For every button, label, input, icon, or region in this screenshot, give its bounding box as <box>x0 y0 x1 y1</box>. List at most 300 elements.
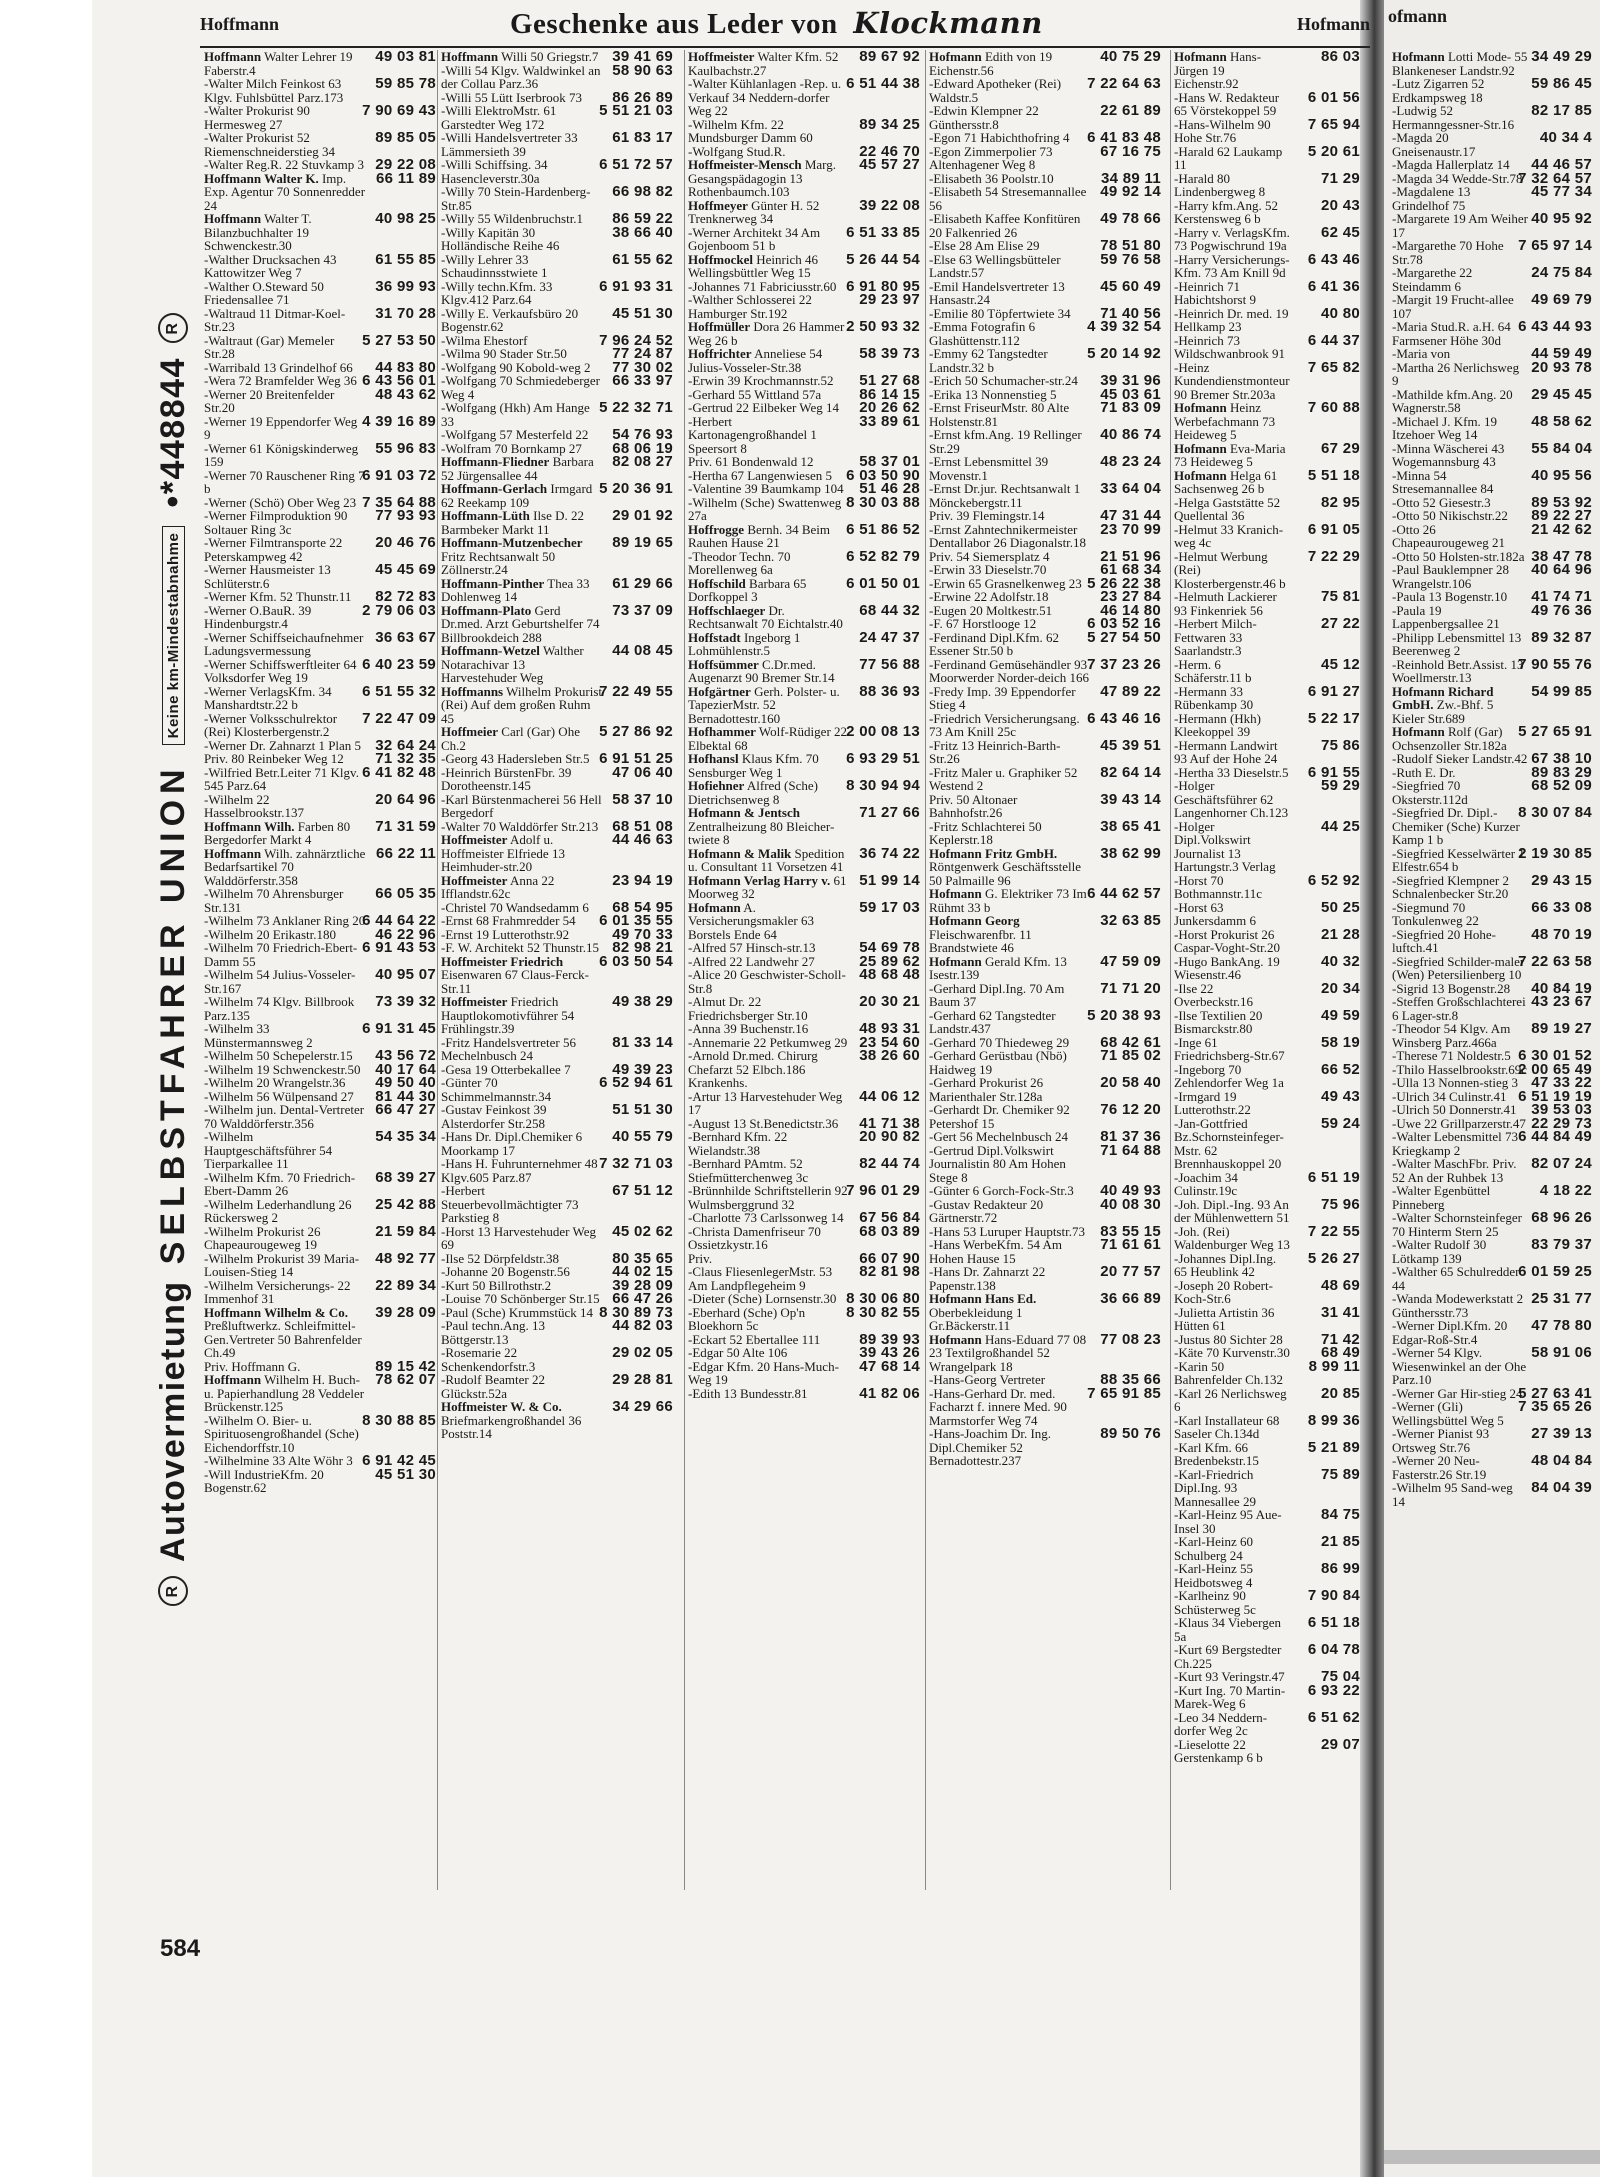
entry-phone-number: 8 30 03 88 <box>846 493 920 511</box>
entry-details: -Harry v. VerlagsKfm. 73 Pogwischrund 19a <box>1174 224 1290 253</box>
entry-details: -Willy E. Verkaufsbüro 20 Bogenstr.62 <box>441 305 579 334</box>
directory-entry <box>929 1076 1161 1103</box>
entry-phone-number: 44 83 80 <box>375 358 436 376</box>
entry-phone-number: 71 61 61 <box>1100 1236 1161 1253</box>
entry-details: -Ulrich 50 Donnerstr.41 <box>1392 1102 1517 1117</box>
entry-details: -Wilhelm Versicherungs- 22 Immenhof 31 <box>204 1277 351 1306</box>
entry-phone-number: 38 65 41 <box>1100 817 1161 835</box>
entry-details: -Ulrich 34 Culinstr.41 <box>1392 1088 1507 1104</box>
directory-entry <box>441 482 673 509</box>
entry-details: -Else 63 Wellingsbütteler Landstr.57 <box>929 251 1061 280</box>
entry-details: Priv. 54 Siemersplatz 4 <box>929 548 1050 564</box>
directory-entry <box>929 790 1161 820</box>
entry-phone-number: 40 17 64 <box>375 1060 436 1078</box>
directory-entry <box>1392 871 1592 901</box>
directory-entry <box>1392 1346 1592 1387</box>
entry-details: -Werner Kfm. 52 Thunstr.11 <box>204 589 352 604</box>
entry-details: -Joachim 34 Culinstr.19c <box>1174 1169 1238 1198</box>
directory-entry <box>1174 1643 1360 1670</box>
entry-phone-number: 82 72 83 <box>375 588 436 605</box>
entry-details: -Gerhard Prokurist 26 Marienthaler Str.128a <box>929 1075 1044 1104</box>
entry-details: -Annemarie 22 Petkumweg 29 <box>688 1034 848 1050</box>
entry-details: -Ruth E. Dr. <box>1392 764 1456 780</box>
directory-entry <box>204 1168 436 1198</box>
directory-entry <box>204 212 436 253</box>
entry-phone-number: 25 89 62 <box>859 952 920 970</box>
entry-details: -Otto 52 Giesestr.3 <box>1392 494 1491 510</box>
directory-entry <box>1392 212 1592 239</box>
directory-entry <box>1174 590 1360 617</box>
entry-details: -Alfred 57 Hinsch-str.13 <box>688 940 816 955</box>
entry-details: -Karl 26 Nerlichsweg 6 <box>1174 1385 1287 1414</box>
entry-phone-number: 89 67 92 <box>859 48 920 65</box>
directory-entry <box>1174 466 1360 496</box>
directory-entry <box>929 1427 1161 1468</box>
directory-entry <box>441 374 673 401</box>
entry-details: -Gerhard 70 Thiedeweg 29 <box>929 1034 1070 1050</box>
entry-details: -Werner (Gli) Wellingsbüttel Weg 5 <box>1392 1399 1504 1428</box>
directory-entry <box>688 115 920 145</box>
entry-details: -Minna 54 Stresemannallee 84 <box>1392 467 1494 496</box>
directory-entry <box>1174 1087 1360 1117</box>
entry-phone-number: 89 53 92 <box>1531 493 1592 511</box>
entry-phone-number: 20 58 40 <box>1100 1074 1161 1091</box>
entry-phone-number: 84 75 <box>1320 1506 1360 1523</box>
directory-entry <box>688 1384 920 1402</box>
entry-phone-number: 49 43 <box>1320 1087 1360 1105</box>
entry-details: Marg. Gesangspädagogin 13 Rothenbaumch.103 <box>688 157 837 199</box>
entry-details: Priv. 39 Flemingstr.14 <box>929 508 1045 523</box>
entry-phone-number: 5 20 36 91 <box>599 480 673 497</box>
entry-phone-number: 20 93 78 <box>1531 358 1592 376</box>
entry-phone-number: 59 17 03 <box>859 898 920 916</box>
entry-phone-number: 7 90 55 76 <box>1518 655 1592 673</box>
entry-details: -Christel 70 Wandsedamm 6 <box>441 899 589 915</box>
sidebar-phone-prefix: •* <box>153 479 192 508</box>
entry-details: -Wilhelm O. Bier- u. Spirituosengroßhandel (Sche) Eichendorffstr.10 <box>204 1412 359 1455</box>
entry-details: -Karl-Friedrich Dipl.Ing. 93 Mannesallee 29 <box>1174 1466 1256 1509</box>
entry-phone-number: 6 44 84 49 <box>1518 1128 1592 1145</box>
entry-details: Spedition u. Consultant 11 Vorsetzen 41 <box>688 845 845 874</box>
entry-details: Walther Notarachivar 13 Harvestehuder Weg <box>441 643 584 685</box>
entry-phone-number: 29 02 05 <box>612 1344 673 1361</box>
entry-details: -Kurt Ing. 70 Martin-Marek-Weg 6 <box>1174 1682 1286 1711</box>
directory-entry <box>929 1238 1161 1265</box>
entry-details: -Holger Geschäftsführer 62 Langenhorner Ch.123 <box>1174 778 1289 820</box>
entry-details: -Walter 70 Walddörfer Str.213 <box>441 818 599 834</box>
directory-entry <box>441 104 673 131</box>
entry-phone-number: 32 64 24 <box>375 736 436 754</box>
entry-details: -Hermann Landwirt 93 Auf der Hohe 24 <box>1174 737 1278 766</box>
entry-details: -Hans-Joachim Dr. Ing. Dipl.Chemiker 52 Bernadottestr.237 <box>929 1426 1052 1468</box>
directory-entry <box>204 536 436 563</box>
directory-entry <box>688 898 920 942</box>
entry-details: -Hertha 67 Langenwiesen 5 <box>688 467 833 483</box>
directory-entry <box>1392 682 1592 726</box>
entry-details: Walter Lehrer 19 Faberstr.4 <box>204 49 353 78</box>
entry-details: -Mathilde kfm.Ang. 20 Wagnerstr.58 <box>1392 386 1513 415</box>
sidebar-advert-text <box>150 80 196 1620</box>
directory-entry <box>1174 358 1360 402</box>
directory-entry <box>688 1357 920 1387</box>
entry-phone-number: 7 65 91 85 <box>1087 1384 1161 1402</box>
entry-details: -Wilhelm 20 Wrangelstr.36 <box>204 1075 346 1090</box>
entry-phone-number: 24 47 37 <box>859 628 920 646</box>
entry-details: -Kurt 93 Veringstr.47 <box>1174 1669 1285 1684</box>
directory-entry <box>688 574 920 604</box>
entry-phone-number: 77 30 02 <box>612 358 673 376</box>
entry-details: -Ingeborg 70 Zehlendorfer Weg 1a <box>1174 1061 1284 1090</box>
entry-phone-number: 89 32 87 <box>1531 628 1592 646</box>
entry-details: 61 Moorweg 32 <box>688 872 847 901</box>
entry-details: Bernh. 34 Beim Rauhen Hause 21 <box>688 521 831 550</box>
entry-phone-number: 47 78 80 <box>1531 1317 1592 1334</box>
entry-phone-number: 68 03 89 <box>859 1222 920 1240</box>
directory-entry <box>441 1222 673 1252</box>
directory-entry <box>204 1222 436 1252</box>
entry-phone-number: 68 06 19 <box>612 439 673 457</box>
entry-phone-number: 6 91 80 95 <box>846 277 920 295</box>
directory-entry <box>1392 779 1592 806</box>
directory-entry <box>1392 520 1592 550</box>
entry-phone-number: 44 82 03 <box>612 1317 673 1334</box>
entry-phone-number: 68 42 61 <box>1100 1033 1161 1051</box>
entry-details: -Ilse 52 Dörpfeldstr.38 <box>441 1250 560 1266</box>
entry-phone-number: 2 50 93 32 <box>846 318 920 335</box>
entry-phone-number: 40 75 29 <box>1100 48 1161 65</box>
directory-entry <box>688 1222 920 1252</box>
entry-details: -Werner Schiffswerftleiter 64 Volksdorfer Weg 19 <box>204 656 357 685</box>
entry-details: -Wilhelmine 33 Alte Wöhr 3 <box>204 1453 353 1468</box>
entry-phone-number: 22 46 70 <box>859 142 920 160</box>
entry-details: -Wolfram 70 Bornkamp 27 <box>441 440 582 456</box>
directory-entry <box>1392 412 1592 442</box>
entry-details: -Karl-Heinz 95 Aue-Insel 30 <box>1174 1507 1282 1536</box>
directory-entry <box>441 158 673 185</box>
entry-phone-number: 49 03 81 <box>375 48 436 65</box>
entry-details: -Alfred 22 Landwehr 27 <box>688 953 815 969</box>
entry-phone-number: 89 85 05 <box>375 129 436 146</box>
directory-entry <box>441 995 673 1036</box>
entry-details: -Wolfgang 90 Kobold-weg 2 <box>441 359 591 375</box>
entry-surname: Hoffmann-Plato <box>441 602 532 618</box>
directory-entry <box>204 709 436 739</box>
directory-entry <box>1392 239 1592 266</box>
directory-entry <box>204 304 436 334</box>
entry-phone-number: 48 04 84 <box>1531 1452 1592 1469</box>
entry-phone-number: 6 43 46 16 <box>1087 709 1161 727</box>
entry-details: -Theodor Techn. 70 Morellenweg 6a <box>688 548 791 577</box>
directory-entry <box>441 509 673 536</box>
entry-phone-number: 7 96 24 52 <box>599 331 673 349</box>
entry-details: -Siegfried Kesselwärter 1 Elfestr.654 b <box>1392 845 1525 874</box>
entry-phone-number: 20 46 76 <box>375 534 436 551</box>
entry-details: -Karl Bürstenmacherei 56 Hell Bergedorf <box>441 791 602 820</box>
entry-phone-number: 51 27 68 <box>859 372 920 389</box>
entry-phone-number: 43 56 72 <box>375 1047 436 1064</box>
entry-details: -Wilhelm (Sche) Swattenweg 27a <box>688 494 842 523</box>
entry-details: Gerh. Polster- u. TapezierMstr. 52 Bernadottestr.160 <box>688 683 840 726</box>
entry-phone-number: 89 50 76 <box>1100 1425 1161 1442</box>
entry-phone-number: 75 81 <box>1320 588 1360 605</box>
entry-details: Oberbekleidung 1 Gr.Bäckerstr.11 <box>929 1304 1023 1333</box>
entry-details: -Bernhard Kfm. 22 Wielandstr.38 <box>688 1129 788 1158</box>
entry-phone-number: 6 51 55 32 <box>362 682 436 700</box>
entry-details: -Helmut Werbung (Rei) Klosterbergenstr.46 b <box>1174 548 1286 591</box>
entry-phone-number: 49 76 36 <box>1531 601 1592 619</box>
entry-details: -Werner 20 Breitenfelder Str.20 <box>204 386 335 415</box>
entry-surname: Hofhammer <box>688 724 756 739</box>
entry-surname: Hoffrichter <box>688 346 752 361</box>
entry-phone-number: 82 44 74 <box>859 1155 920 1172</box>
entry-surname: Hoffstadt <box>688 629 741 645</box>
entry-details: -Wilhelm 73 Anklaner Ring 20 <box>204 913 366 928</box>
entry-surname: Hofmann Hans Ed. <box>929 1291 1037 1306</box>
adjacent-page <box>1384 0 1600 2177</box>
entry-phone-number: 6 03 50 90 <box>846 466 920 484</box>
entry-details: -Eberhard (Sche) Op'n Bloekhorn 5c <box>688 1304 806 1333</box>
directory-entry <box>441 725 673 752</box>
entry-phone-number: 89 34 25 <box>859 115 920 133</box>
entry-details: Walter Kfm. 52 Kaulbachstr.27 <box>688 49 839 78</box>
entry-phone-number: 23 70 99 <box>1100 520 1161 538</box>
directory-entry <box>204 1022 436 1049</box>
entry-details: -Ferdinand Dipl.Kfm. 62 Essener Str.50 b <box>929 629 1059 658</box>
directory-entry <box>441 1400 673 1441</box>
entry-details: -Gustav Redakteur 20 Gärtnerstr.72 <box>929 1196 1044 1225</box>
directory-entry <box>929 401 1161 428</box>
entry-surname: Hofiehner <box>688 778 745 793</box>
sidebar-note: Keine km-Mindestabnahme <box>162 526 185 746</box>
entry-phone-number: 7 32 71 03 <box>599 1155 673 1172</box>
directory-entry <box>204 169 436 213</box>
entry-phone-number: 6 43 46 <box>1307 250 1360 268</box>
entry-phone-number: 36 66 89 <box>1100 1290 1161 1307</box>
entry-details: -Christa Damenfriseur 70 Ossietzkystr.16 <box>688 1223 821 1252</box>
entry-details: -Joseph 20 Robert-Koch-Str.6 <box>1174 1277 1273 1306</box>
entry-phone-number: 89 83 29 <box>1531 763 1592 781</box>
directory-entry <box>929 709 1161 739</box>
directory-entry <box>1392 1400 1592 1427</box>
entry-surname: Hoffmann <box>204 1372 262 1387</box>
entry-phone-number: 82 08 27 <box>612 453 673 470</box>
entry-phone-number: 29 07 <box>1320 1735 1360 1753</box>
entry-phone-number: 41 82 06 <box>859 1384 920 1402</box>
entry-details: -Siegfried Dr. Dipl.-Chemiker (Sche) Kurzer Kamp 1 b <box>1392 805 1520 847</box>
entry-details: -Gerhard 62 Tangstedter Landstr.437 <box>929 1007 1056 1036</box>
entry-phone-number: 61 55 62 <box>612 250 673 268</box>
entry-phone-number: 67 51 12 <box>612 1182 673 1199</box>
entry-surname: Hoffmann-Gerlach <box>441 481 548 496</box>
entry-details: -Gertrud 22 Eilbeker Weg 14 <box>688 400 840 415</box>
entry-details: -Karl-Heinz 55 Heidbotsweg 4 <box>1174 1561 1254 1590</box>
entry-details: -Herm. 6 Schäferstr.11 b <box>1174 656 1252 685</box>
entry-details: -Emma Fotografin 6 Glashüttenstr.112 <box>929 319 1036 348</box>
entry-phone-number: 41 71 38 <box>859 1114 920 1132</box>
entry-details: -Rudolf Beamter 22 Glückstr.52a <box>441 1372 545 1401</box>
entry-details: Lotti Mode- 55 Blankeneser Landstr.92 <box>1392 49 1528 78</box>
entry-details: -Otto 50 Nikischstr.22 <box>1392 508 1508 523</box>
entry-surname: Hofmann <box>929 49 982 64</box>
directory-entry <box>1392 628 1592 658</box>
entry-details: -Hermann (Hkh) Kleekoppel 39 <box>1174 710 1261 739</box>
directory-entry <box>688 347 920 374</box>
entry-details: Wilhelm H. Buch- u. Papierhandlung 28 Veddeler Brückenstr.125 <box>204 1372 365 1414</box>
entry-phone-number: 73 37 09 <box>612 601 673 619</box>
entry-surname: Hofmann <box>1174 400 1227 415</box>
entry-details: -Wilfried Betr.Leiter 71 Klgv. 545 Parz.64 <box>204 764 359 793</box>
entry-details: -Wera 72 Bramfelder Weg 36 <box>204 373 357 388</box>
entry-phone-number: 39 28 09 <box>612 1276 673 1294</box>
directory-entry <box>1174 169 1360 199</box>
entry-details: -Hans-Gerhard Dr. med. Facharzt f. innere Med. 90 Marmstorfer Weg 74 <box>929 1385 1067 1428</box>
directory-entry <box>1174 88 1360 118</box>
directory-entry <box>1174 304 1360 334</box>
entry-details: Heinz Werbefachmann 73 Heideweg 5 <box>1174 400 1276 442</box>
entry-phone-number: 6 51 62 <box>1307 1708 1360 1726</box>
directory-entry <box>929 628 1161 658</box>
directory-entry <box>1174 1357 1360 1387</box>
entry-details: -Bernhard PAmtm. 52 Stiefmütterchenweg 3c <box>688 1156 809 1185</box>
entry-details: -Ernst Dr.jur. Rechtsanwalt 1 Mönckebergstr.11 <box>929 481 1081 510</box>
entry-phone-number: 77 93 93 <box>375 507 436 524</box>
entry-phone-number: 68 51 08 <box>612 817 673 835</box>
entry-phone-number: 4 39 32 54 <box>1087 318 1161 335</box>
entry-details: -Otto 50 Holsten-str.182a <box>1392 548 1525 564</box>
entry-phone-number: 82 07 24 <box>1531 1155 1592 1172</box>
entry-phone-number: 7 22 55 <box>1307 1222 1360 1240</box>
entry-phone-number: 5 51 18 <box>1307 466 1360 484</box>
entry-phone-number: 75 96 <box>1320 1195 1360 1213</box>
entry-details: -Willy 55 Wildenbruchstr.1 <box>441 211 584 226</box>
entry-phone-number: 6 93 22 <box>1307 1681 1360 1699</box>
entry-phone-number: 55 96 83 <box>375 439 436 457</box>
directory-entry <box>204 887 436 914</box>
entry-surname: Hoffrogge <box>688 521 745 537</box>
entry-details: -Fritz Handelsvertreter 56 Mechelnbusch 24 <box>441 1034 577 1063</box>
entry-phone-number: 33 89 61 <box>859 412 920 430</box>
entry-details: -Werner Gar Hir-stieg 24 <box>1392 1385 1523 1401</box>
directory-entry <box>1392 1319 1592 1346</box>
entry-details: -Warribald 13 Grindelhof 66 <box>204 359 353 375</box>
entry-details: -Gustav Feinkost 39 Alsterdorfer Str.258 <box>441 1102 547 1131</box>
entry-phone-number: 89 22 27 <box>1531 507 1592 524</box>
header-advert-text: Geschenke aus Leder von <box>510 8 838 40</box>
entry-phone-number: 78 51 80 <box>1100 237 1161 254</box>
entry-details: Alfred (Sche) Dietrichsenweg 8 <box>688 778 818 807</box>
entry-phone-number: 55 84 04 <box>1531 439 1592 457</box>
entry-phone-number: 20 43 <box>1320 196 1360 214</box>
entry-details: -Heinrich BürstenFbr. 39 Dorotheenstr.145 <box>441 764 572 793</box>
entry-details: -Fredy Imp. 39 Eppendorfer Stieg 4 <box>929 683 1076 712</box>
entry-phone-number: 47 89 22 <box>1100 682 1161 700</box>
entry-details: Ilse D. 22 Barmbeker Markt 11 <box>441 508 585 537</box>
directory-entry <box>1174 401 1360 442</box>
entry-phone-number: 46 22 96 <box>375 925 436 943</box>
directory-entry <box>929 320 1161 347</box>
entry-phone-number: 68 52 09 <box>1531 777 1592 794</box>
entry-phone-number: 6 01 59 25 <box>1518 1263 1592 1280</box>
directory-entry <box>1392 358 1592 388</box>
directory-entry <box>1174 277 1360 307</box>
entry-surname: Hofmann <box>1174 467 1227 483</box>
entry-details: -Horst 63 Junkersdamm 6 <box>1174 899 1256 928</box>
entry-phone-number: 62 45 <box>1320 223 1360 241</box>
entry-phone-number: 39 31 96 <box>1100 372 1161 389</box>
directory-entry <box>441 763 673 793</box>
directory-entry <box>929 455 1161 482</box>
entry-details: -Werner Hausmeister 13 Schlüterstr.6 <box>204 562 331 591</box>
entry-details: -Gert 56 Mechelnbusch 24 <box>929 1129 1068 1144</box>
entry-details: -Julietta Artistin 36 Hütten 61 <box>1174 1304 1275 1333</box>
directory-entry <box>204 277 436 307</box>
entry-details: -Wilhelm 19 Schwenckestr.50 <box>204 1061 361 1077</box>
directory-entry <box>204 1130 436 1171</box>
directory-entry <box>1174 223 1360 253</box>
entry-details: -Lieselotte 22 Gerstenkamp 6 b <box>1174 1736 1263 1765</box>
directory-entry <box>688 779 920 806</box>
entry-surname: Hoffmeyer <box>688 197 748 213</box>
directory-entry <box>1392 1157 1592 1184</box>
entry-phone-number: 59 29 <box>1320 777 1360 794</box>
entry-phone-number: 49 69 79 <box>1531 291 1592 308</box>
entry-phone-number: 6 01 35 55 <box>599 912 673 929</box>
entry-details: -Helmut 33 Kranich-weg 4c <box>1174 521 1284 550</box>
entry-details: -Maria von <box>1392 346 1451 361</box>
entry-phone-number: 83 55 15 <box>1100 1222 1161 1240</box>
entry-phone-number: 81 37 36 <box>1100 1128 1161 1145</box>
entry-surname: Hofmann Richard GmbH. <box>1392 683 1494 712</box>
directory-entry <box>1174 547 1360 591</box>
entry-details: -Werner 70 Rauschener Ring 7 b <box>204 467 365 496</box>
entry-phone-number: 40 08 30 <box>1100 1195 1161 1213</box>
directory-entry <box>204 250 436 280</box>
directory-column-5 <box>1174 50 1360 1765</box>
entry-phone-number: 6 01 56 <box>1307 88 1360 106</box>
directory-entry <box>1174 1708 1360 1738</box>
entry-phone-number: 6 91 55 <box>1307 763 1360 781</box>
directory-column-3 <box>688 50 920 1400</box>
directory-entry <box>929 979 1161 1009</box>
directory-entry <box>929 914 1161 955</box>
directory-entry <box>1392 563 1592 590</box>
entry-details: -Gertrud Dipl.Volkswirt Journalistin 80 Am Hohen Stege 8 <box>929 1142 1066 1185</box>
directory-entry <box>1174 196 1360 226</box>
entry-phone-number: 39 43 14 <box>1100 790 1161 808</box>
entry-phone-number: 29 22 08 <box>375 156 436 173</box>
entry-phone-number: 54 35 34 <box>375 1128 436 1145</box>
entry-details: -Herbert Steuerbevollmächtigter 73 Parkstieg 8 <box>441 1183 579 1225</box>
entry-phone-number: 49 39 23 <box>612 1060 673 1078</box>
directory-entry <box>1174 925 1360 955</box>
directory-entry <box>441 833 673 874</box>
page-header <box>200 6 1370 48</box>
entry-details: -Harald 80 Lindenbergweg 8 <box>1174 170 1266 199</box>
entry-details: Preßluftwerkz. Schleifmittel-Gen.Vertreter 50 Bahrenfelder Ch.49 <box>204 1318 362 1360</box>
entry-details: Dora 26 Hammer Weg 26 b <box>688 319 845 348</box>
entry-details: -Artur 13 Harvestehuder Weg 17 <box>688 1088 843 1117</box>
entry-details: -Ilse Textilien 20 Bismarckstr.80 <box>1174 1007 1263 1036</box>
entry-details: -Wilhelm 70 Ahrensburger Str.131 <box>204 886 344 915</box>
entry-details: -Siegfried Schilder-maler (Wen) Petersilienberg 10 <box>1392 953 1525 982</box>
directory-entry <box>1392 1454 1592 1481</box>
entry-surname: Hofgärtner <box>688 683 751 699</box>
entry-details: -Wilma 90 Stader Str.50 <box>441 346 567 361</box>
directory-entry <box>204 509 436 536</box>
directory-entry <box>441 1319 673 1346</box>
entry-details: -Emil Handelsvertreter 13 Hansastr.24 <box>929 278 1065 307</box>
directory-entry <box>688 77 920 118</box>
